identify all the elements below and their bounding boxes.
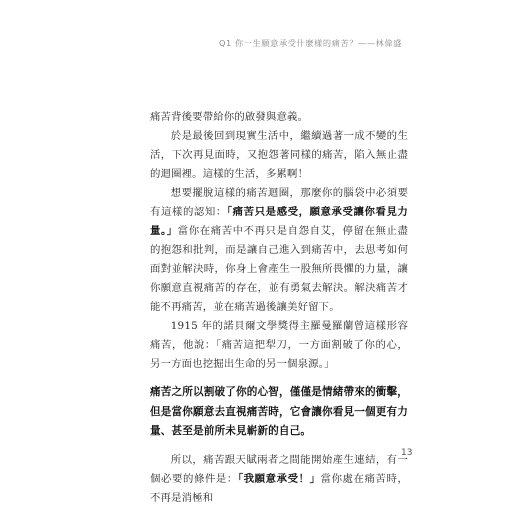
paragraph-3-lead: 想要擺脫這樣的痛苦迴圈，那麼你的腦袋中必須要有這樣的認知： xyxy=(150,187,408,218)
body-text xyxy=(150,108,408,508)
paragraph-5-rest: 當你處在痛苦時，不再是消極和 xyxy=(150,472,409,504)
emphasis-paragraph: 痛苦之所以割破了你的心智，僅僅是情緒帶來的衝擊，但是當你願意去直視痛苦時，它會讓你看見一個更有力量、甚至是前所未見嶄新的自己。 xyxy=(150,386,408,437)
willing-quote: 「我願意承受！」 xyxy=(237,472,321,485)
spacer xyxy=(150,374,408,383)
running-header: Q1 你一生願意承受什麼樣的痛苦？——林偉盛 xyxy=(218,38,402,48)
page-number: 13 xyxy=(401,448,413,458)
paragraph-3 xyxy=(150,184,408,317)
paragraph-3-rest: 當你在痛苦中不再只是自怨自艾，停留在無止盡的抱怨和批判，而是讓自己進入到痛苦中，去思考如何面對並解決時，你身上會產生一股無所畏懼的力量，讓你願意直視痛苦的存在，並有勇氣去解決。解決痛苦才能不再痛苦，並在痛苦過後讓美好留下。 xyxy=(150,225,409,313)
paragraph-1: 痛苦背後要帶給你的啟發與意義。 xyxy=(150,111,309,123)
paragraph-4: 1915 年的諾貝爾文學獎得主羅曼羅蘭曾這樣形容痛苦，他說：「痛苦這把犁刀，一方面割破了你的心，另一方面也挖掘出生命的另一個泉源。」 xyxy=(150,320,408,370)
spacer xyxy=(150,442,408,451)
paragraph-2: 於是最後回到現實生活中，繼續過著一成不變的生活，下次再見面時，又抱怨著同樣的痛苦，陷入無止盡的迴圈裡。這樣的生活，多累啊！ xyxy=(150,130,408,180)
paragraph-5-lead: 所以，痛苦跟天賦兩者之間能開始產生連結，有一個必要的條件是： xyxy=(150,453,408,485)
key-quote: 「痛苦只是感受，願意承受讓你看見力量。」 xyxy=(150,206,408,237)
paragraph-5 xyxy=(150,451,408,508)
